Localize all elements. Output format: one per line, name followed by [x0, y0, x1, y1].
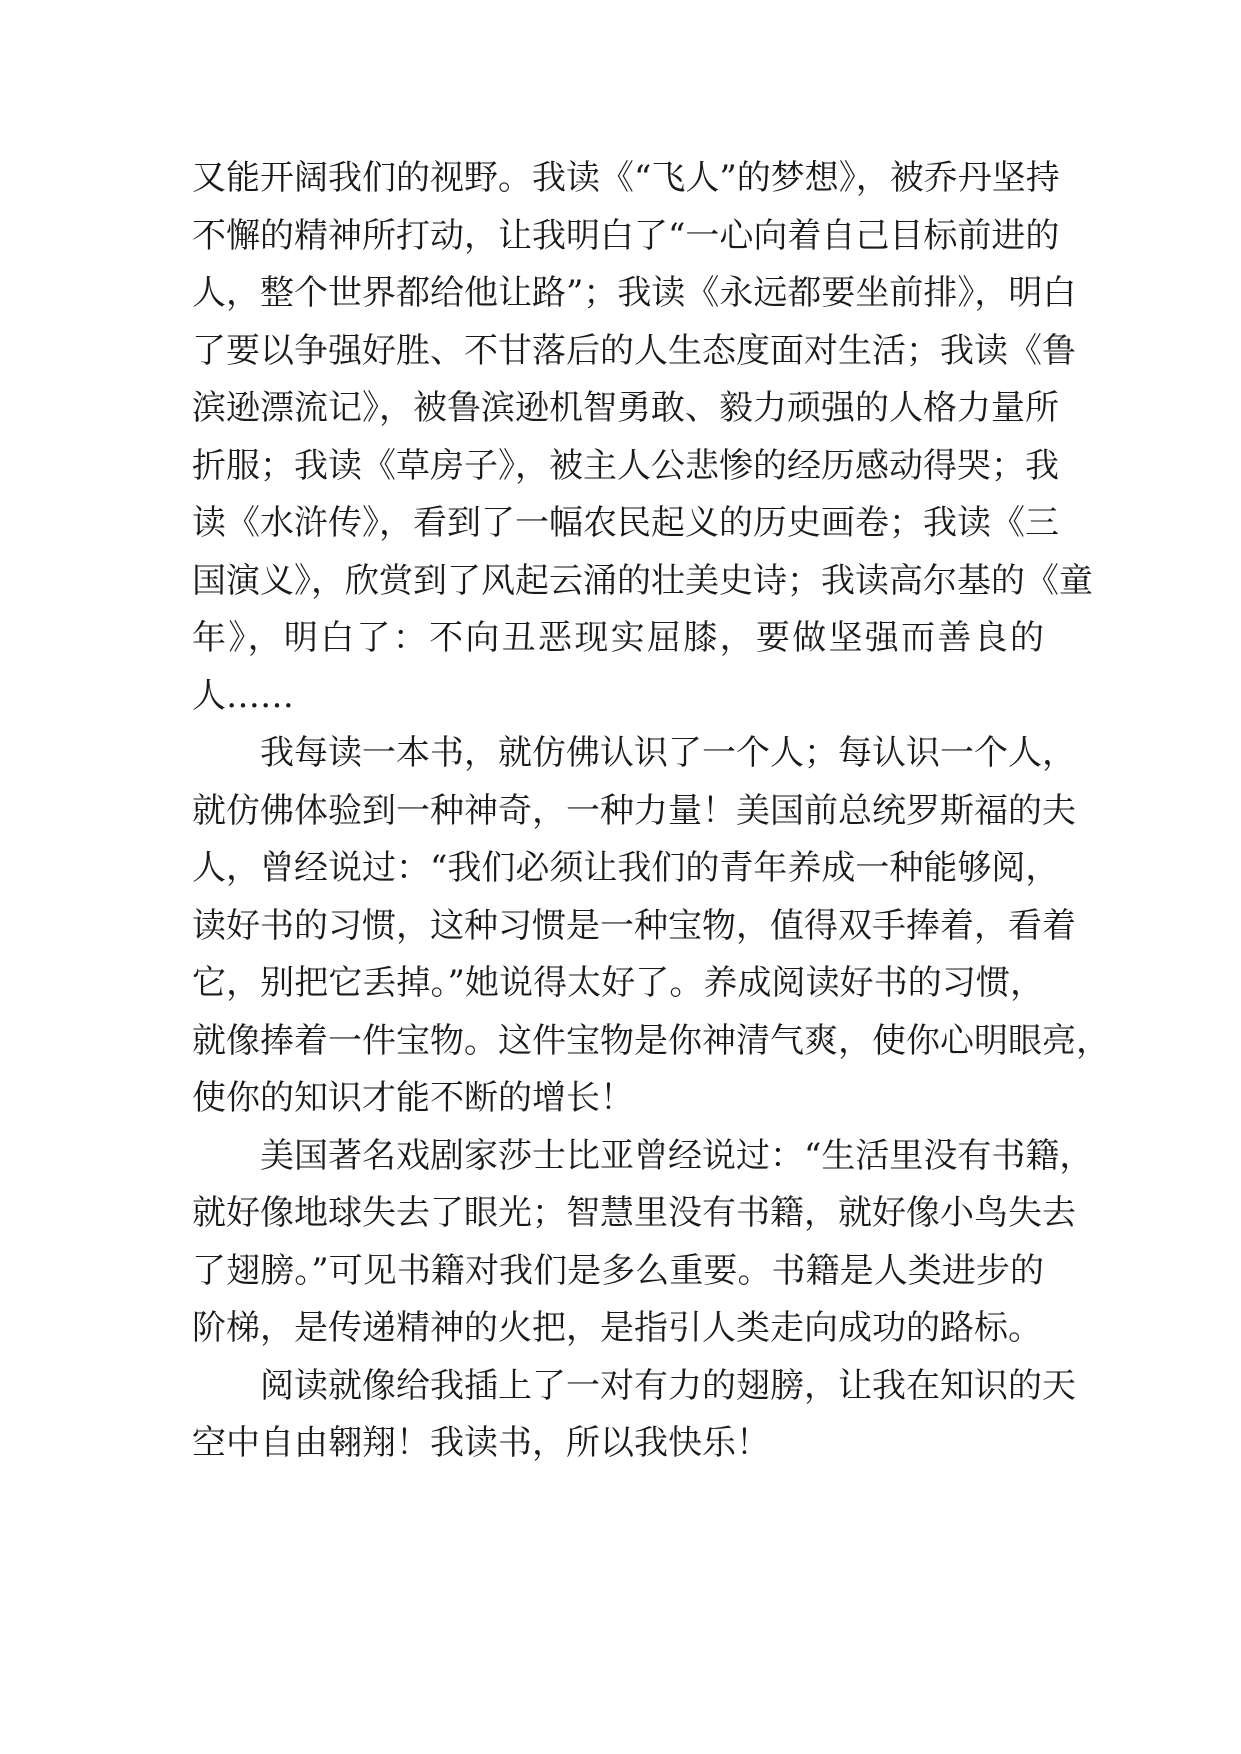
text-line: 了要以争强好胜、不甘落后的人生态度面对生活；我读《鲁	[192, 330, 1076, 371]
text-line: 美国著名戏剧家莎士比亚曾经说过：“生活里没有书籍，	[260, 1135, 1094, 1176]
text-line: 就好像地球失去了眼光；智慧里没有书籍，就好像小鸟失去	[192, 1193, 1076, 1233]
text-line: 人，整个世界都给他让路”；我读《永远都要坐前排》，明白	[192, 273, 1077, 313]
text-line: 空中自由翱翔！我读书，所以我快乐！	[192, 1423, 770, 1463]
text-line: 人……	[192, 675, 294, 716]
text-line: 读《水浒传》，看到了一幅农民起义的历史画卷；我读《三	[192, 503, 1059, 543]
text-line: 折服；我读《草房子》，被主人公悲惨的经历感动得哭；我	[192, 445, 1059, 486]
text-line: 又能开阔我们的视野。我读《“飞人”的梦想》，被乔丹坚持	[192, 158, 1060, 198]
text-line: 就像捧着一件宝物。这件宝物是你神清气爽，使你心明眼亮，	[192, 1020, 1110, 1061]
text-line: 国演义》，欣赏到了风起云涌的壮美史诗；我读高尔基的《童	[192, 560, 1093, 601]
text-line: 人，曾经说过：“我们必须让我们的青年养成一种能够阅，	[192, 848, 1060, 888]
text-line: 就仿佛体验到一种神奇，一种力量！美国前总统罗斯福的夫	[192, 790, 1076, 831]
text-line: 滨逊漂流记》，被鲁滨逊机智勇敢、毅力顽强的人格力量所	[192, 388, 1059, 428]
paragraph-1	[192, 150, 1093, 725]
paragraph-4	[192, 1358, 1076, 1473]
paragraph-2	[192, 725, 1110, 1128]
text-line: 它，别把它丢掉。”她说得太好了。养成阅读好书的习惯，	[192, 963, 1044, 1003]
text-line: 我每读一本书，就仿佛认识了一个人；每认识一个人，	[260, 733, 1076, 773]
text-line: 了翅膀。”可见书籍对我们是多么重要。书籍是人类进步的	[192, 1250, 1044, 1291]
text-line: 使你的知识才能不断的增长！	[192, 1078, 634, 1118]
document-body	[192, 150, 1110, 1473]
text-line: 年》，明白了：不向丑恶现实屈膝，要做坚强而善良的	[192, 618, 1044, 658]
text-line: 阅读就像给我插上了一对有力的翅膀，让我在知识的天	[260, 1365, 1076, 1406]
text-line: 不懈的精神所打动，让我明白了“一心向着自己目标前进的	[192, 215, 1060, 256]
paragraph-3	[192, 1128, 1094, 1358]
text-line: 阶梯，是传递精神的火把，是指引人类走向成功的路标。	[192, 1308, 1042, 1348]
text-line: 读好书的习惯，这种习惯是一种宝物，值得双手捧着，看着	[192, 905, 1076, 946]
